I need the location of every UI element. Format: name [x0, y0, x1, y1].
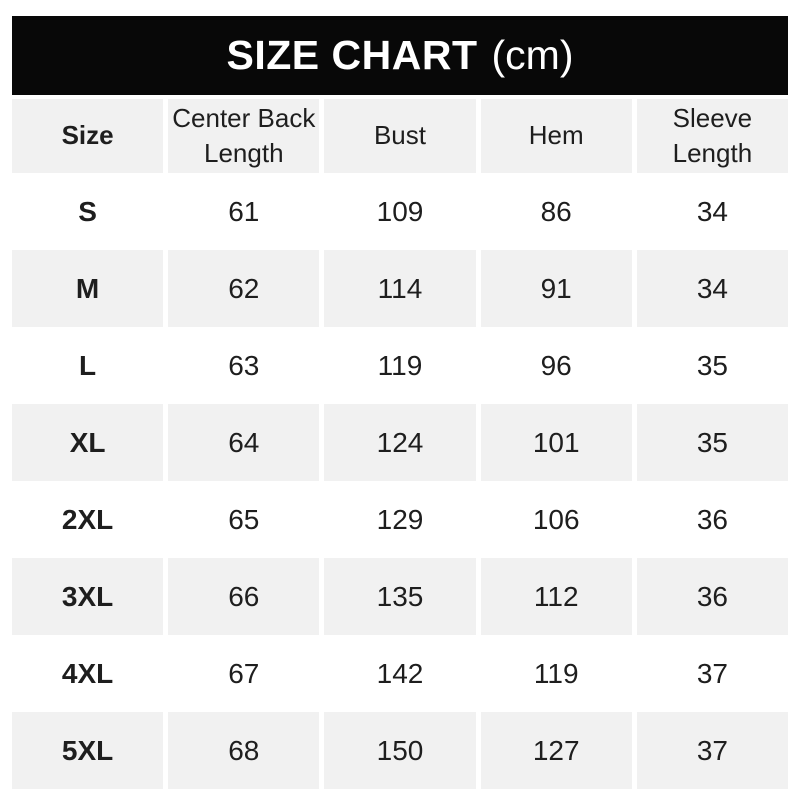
value-cell: 96 [481, 327, 632, 404]
value-cell: 142 [324, 635, 475, 712]
value-cell: 64 [168, 404, 319, 481]
size-cell: 2XL [12, 481, 163, 558]
value-cell: 35 [637, 327, 788, 404]
value-cell: 135 [324, 558, 475, 635]
size-cell: M [12, 250, 163, 327]
value-cell: 36 [637, 558, 788, 635]
value-cell: 34 [637, 250, 788, 327]
value-cell: 65 [168, 481, 319, 558]
banner-title: SIZE CHART [226, 32, 478, 78]
value-cell: 37 [637, 712, 788, 789]
value-cell: 36 [637, 481, 788, 558]
value-cell: 35 [637, 404, 788, 481]
value-cell: 150 [324, 712, 475, 789]
value-cell: 129 [324, 481, 475, 558]
value-cell: 86 [481, 173, 632, 250]
value-cell: 127 [481, 712, 632, 789]
value-cell: 114 [324, 250, 475, 327]
size-cell: XL [12, 404, 163, 481]
value-cell: 62 [168, 250, 319, 327]
value-cell: 34 [637, 173, 788, 250]
size-cell: 4XL [12, 635, 163, 712]
value-cell: 112 [481, 558, 632, 635]
value-cell: 91 [481, 250, 632, 327]
value-cell: 106 [481, 481, 632, 558]
banner-unit: (cm) [491, 32, 574, 78]
value-cell: 61 [168, 173, 319, 250]
value-cell: 66 [168, 558, 319, 635]
size-table [12, 99, 788, 789]
size-cell: S [12, 173, 163, 250]
value-cell: 37 [637, 635, 788, 712]
value-cell: 119 [481, 635, 632, 712]
value-cell: 119 [324, 327, 475, 404]
value-cell: 67 [168, 635, 319, 712]
value-cell: 63 [168, 327, 319, 404]
value-cell: 124 [324, 404, 475, 481]
column-header: Sleeve Length [637, 99, 788, 173]
size-cell: L [12, 327, 163, 404]
value-cell: 68 [168, 712, 319, 789]
size-chart-banner [12, 16, 788, 95]
size-cell: 3XL [12, 558, 163, 635]
column-header: Size [12, 99, 163, 173]
value-cell: 101 [481, 404, 632, 481]
column-header: Hem [481, 99, 632, 173]
size-cell: 5XL [12, 712, 163, 789]
column-header: Center Back Length [168, 99, 319, 173]
value-cell: 109 [324, 173, 475, 250]
column-header: Bust [324, 99, 475, 173]
